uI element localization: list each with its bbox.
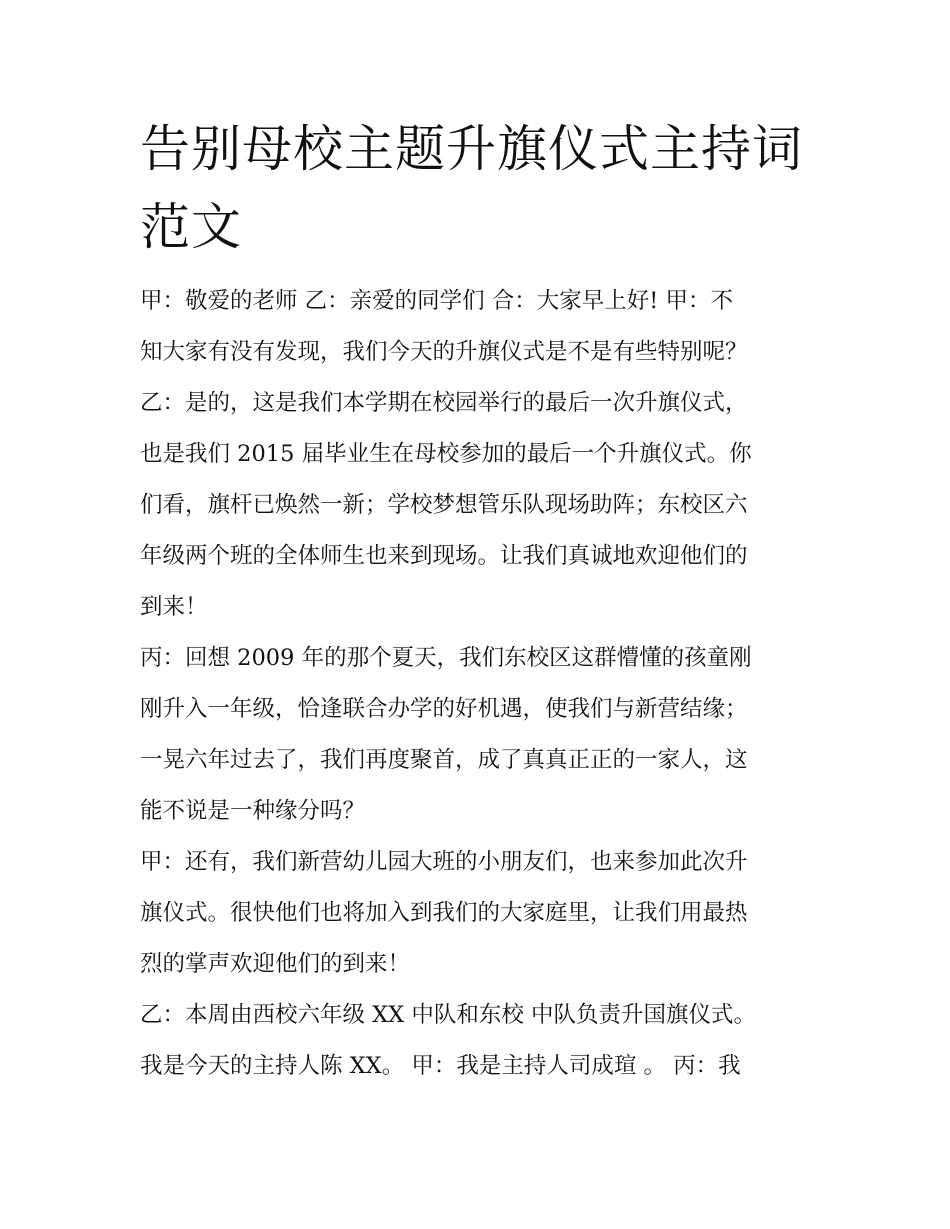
body-line: 我是今天的主持人陈 XX。 甲：我是主持人司成瑄 。 丙：我 xyxy=(140,1053,741,1079)
body-line: 甲：敬爱的老师 乙：亲爱的同学们 合：大家早上好! 甲：不 xyxy=(140,288,733,314)
body-line: 一晃六年过去了，我们再度聚首，成了真真正正的一家人，这 xyxy=(140,747,748,773)
body-line: 旗仪式。很快他们也将加入到我们的大家庭里，让我们用最热 xyxy=(140,900,748,926)
title-line: 范文 xyxy=(140,198,242,256)
body-line: 们看，旗杆已焕然一新；学校梦想管乐队现场助阵；东校区六 xyxy=(140,492,748,518)
body-line: 年级两个班的全体师生也来到现场。让我们真诚地欢迎他们的 xyxy=(140,543,748,569)
document-body xyxy=(140,276,820,1092)
body-line: 能不说是一种缘分吗？ xyxy=(140,798,366,824)
title-line: 告别母校主题升旗仪式主持词 xyxy=(140,120,803,178)
body-line: 乙：本周由西校六年级 XX 中队和东校 中队负责升国旗仪式。 xyxy=(140,1002,756,1028)
body-line: 乙：是的，这是我们本学期在校园举行的最后一次升旗仪式， xyxy=(140,390,748,416)
body-line: 也是我们 2015 届毕业生在母校参加的最后一个升旗仪式。你 xyxy=(140,441,752,467)
body-line: 丙：回想 2009 年的那个夏天，我们东校区这群懵懂的孩童刚 xyxy=(140,645,752,671)
body-line: 甲：还有，我们新营幼儿园大班的小朋友们，也来参加此次升 xyxy=(140,849,748,875)
body-line: 知大家有没有发现，我们今天的升旗仪式是不是有些特别呢？ xyxy=(140,339,748,365)
body-line: 刚升入一年级，恰逢联合办学的好机遇，使我们与新营结缘； xyxy=(140,696,748,722)
body-line: 到来！ xyxy=(140,594,208,620)
body-line: 烈的掌声欢迎他们的到来！ xyxy=(140,951,411,977)
document-title xyxy=(140,110,820,266)
